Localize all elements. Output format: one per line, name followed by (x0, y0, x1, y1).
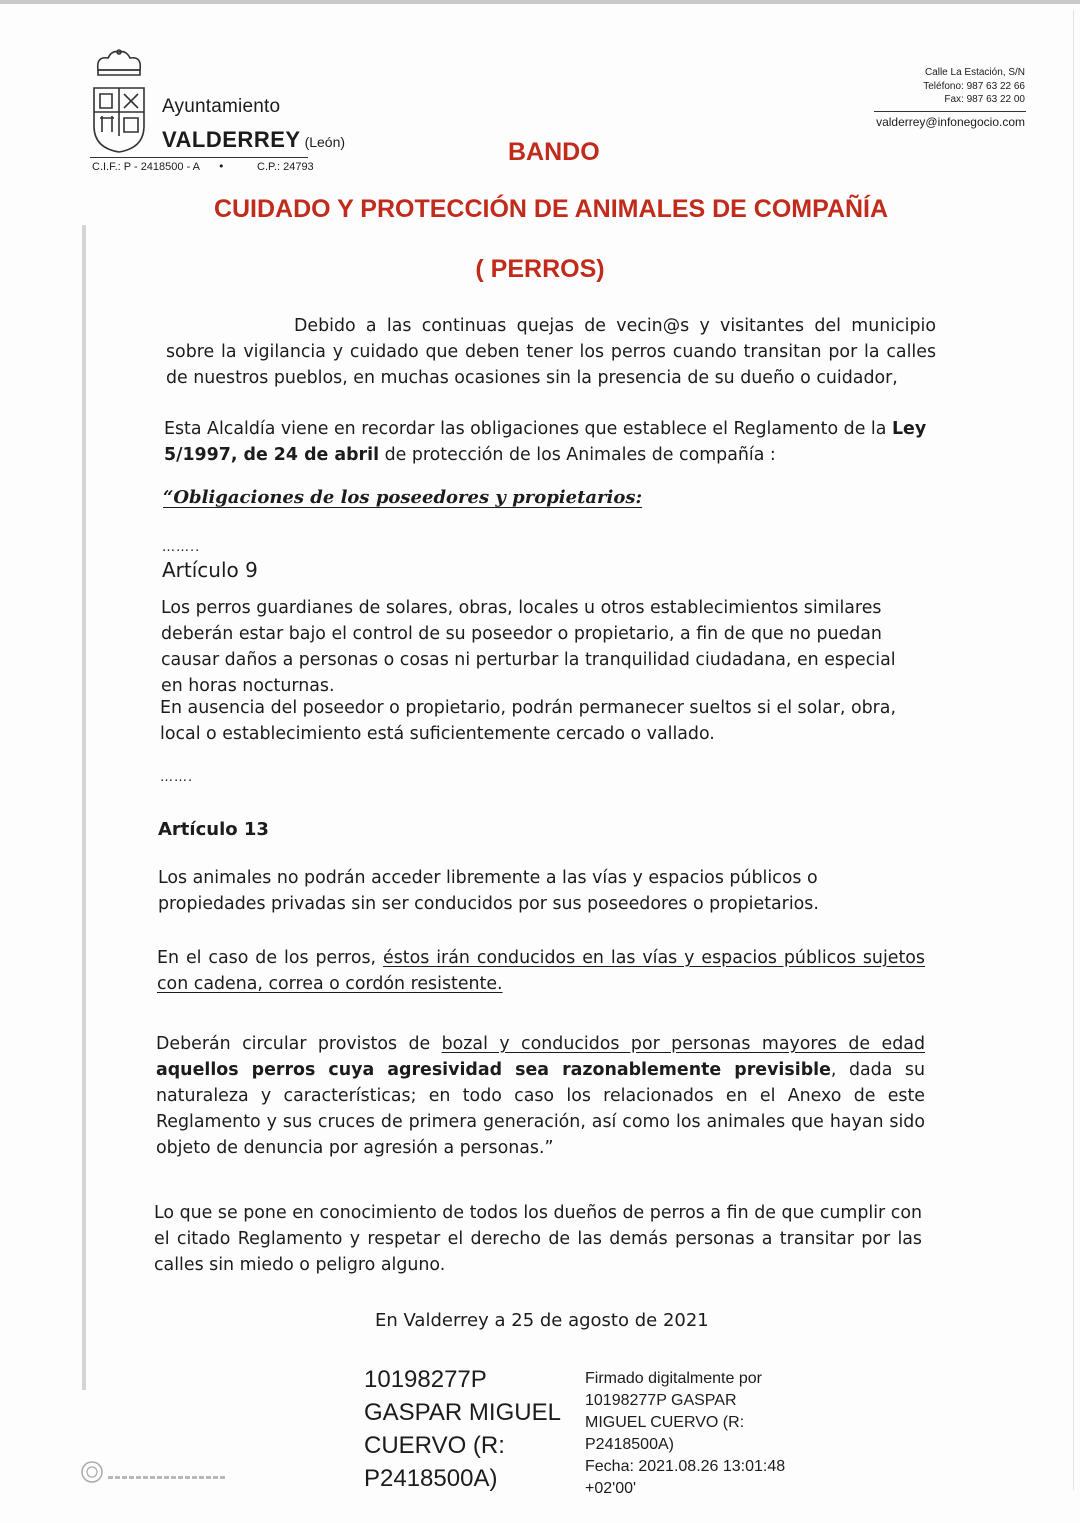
separator-dot: • (218, 160, 225, 173)
ellipsis: …….. (162, 540, 201, 555)
address: Calle La Estación, S/N (924, 67, 1025, 78)
place-date: En Valderrey a 25 de agosto de 2021 (375, 1310, 709, 1331)
letterhead-divider (90, 157, 308, 158)
cif-number: C.I.F.: P - 2418500 - A (92, 161, 201, 173)
aggressive-dogs-clause: aquellos perros cuya agresividad sea razonablemente previsible (156, 1060, 831, 1080)
bando-label: BANDO (508, 138, 600, 166)
ellipsis: ……. (160, 770, 194, 785)
closing-paragraph: Lo que se pone en conocimiento de todos los dueños de perros a fin de que cumplir con el citado Reglamento y respetar el derecho de las demás personas a transitar por las calles sin miedo o peligro alguno. (154, 1203, 922, 1275)
article-13-paragraph-1: Los animales no podrán acceder libremente a las vías y espacios públicos o propiedades privadas sin ser conducidos por sus poseedores o propietarios. (158, 868, 819, 914)
article-9-heading: Artículo 9 (162, 558, 258, 582)
leash-requirement: éstos irán conducidos en las vías y espacios públicos sujetos con cadena, correa o cordón resistente. (157, 948, 925, 994)
province: (León) (304, 134, 346, 150)
seal-icon (80, 1460, 104, 1484)
article-9-paragraph-2: En ausencia del poseedor o propietario, podrán permanecer sueltos si el solar, obra, local o establecimiento está suficientemente cercado o vallado. (160, 698, 896, 744)
telephone: Teléfono: 987 63 22 66 (923, 80, 1025, 92)
muzzle-requirement: bozal y conducidos por personas mayores de edad (441, 1034, 925, 1054)
footer-seal-text (108, 1476, 226, 1479)
contact-divider (874, 111, 1026, 112)
signature-details: Firmado digitalmente por 10198277P GASPAR MIGUEL CUERVO (R: P2418500A) Fecha: 2021.08.26 13:01:48 +02'00' (585, 1370, 786, 1497)
fax: Fax: 987 63 22 00 (944, 94, 1025, 105)
coat-of-arms-icon (88, 48, 150, 156)
article-9-paragraph-1: Los perros guardianes de solares, obras, locales u otros establecimientos similares deberán estar bajo el control de su poseedor o propietario, a fin de que no puedan causar daños a personas o cosas ni perturbar la tranquilidad ciudadana, en especial en horas nocturnas. (161, 598, 896, 696)
scan-top-edge (0, 0, 1080, 4)
contact-block (923, 66, 1025, 107)
scan-right-edge (1073, 10, 1074, 1490)
article-13-paragraph-3: Deberán circular provistos de bozal y conducidos por personas mayores de edad aquellos perros cuya agresividad sea razonablemente previsible, dada su naturaleza y características; en todo caso los relacionados en el Anexo de este Reglamento y sus cruces de primera generación, así como los animales que hayan sido objeto de denuncia por agresión a personas.” (156, 1034, 926, 1158)
obligations-heading: “Obligaciones de los poseedores y propietarios: (163, 487, 643, 508)
ayuntamiento-label: Ayuntamiento (162, 96, 281, 117)
article-13-paragraph-2: En el caso de los perros, éstos irán conducidos en las vías y espacios públicos sujetos con cadena, correa o cordón resistente. (157, 948, 925, 994)
postal-code: C.P.: 24793 (257, 161, 314, 173)
law-reference: Ley 5/1997, de 24 de abril (164, 419, 927, 465)
signer-name: 10198277P GASPAR MIGUEL CUERVO (R: P2418500A) (364, 1366, 561, 1492)
article-13-heading: Artículo 13 (158, 819, 269, 840)
alcaldia-paragraph: Esta Alcaldía viene en recordar las obligaciones que establece el Reglamento de la Ley 5/1997, de 24 de abril de protección de los Animales de compañía : (164, 419, 927, 465)
intro-paragraph: Debido a las continuas quejas de vecin@s y visitantes del municipio sobre la vigilancia y cuidado que deben tener los perros cuando transitan por la calles de nuestros pueblos, en muchas ocasiones sin la presencia de su dueño o cuidador, (166, 316, 936, 388)
margin-bar (82, 225, 86, 1390)
document-title: CUIDADO Y PROTECCIÓN DE ANIMALES DE COMPAÑÍA (213, 195, 889, 223)
document-subtitle: ( PERROS) (475, 255, 605, 283)
email-address: valderrey@infonegocio.com (876, 115, 1025, 129)
municipality-name: VALDERREY (León) (162, 127, 346, 152)
